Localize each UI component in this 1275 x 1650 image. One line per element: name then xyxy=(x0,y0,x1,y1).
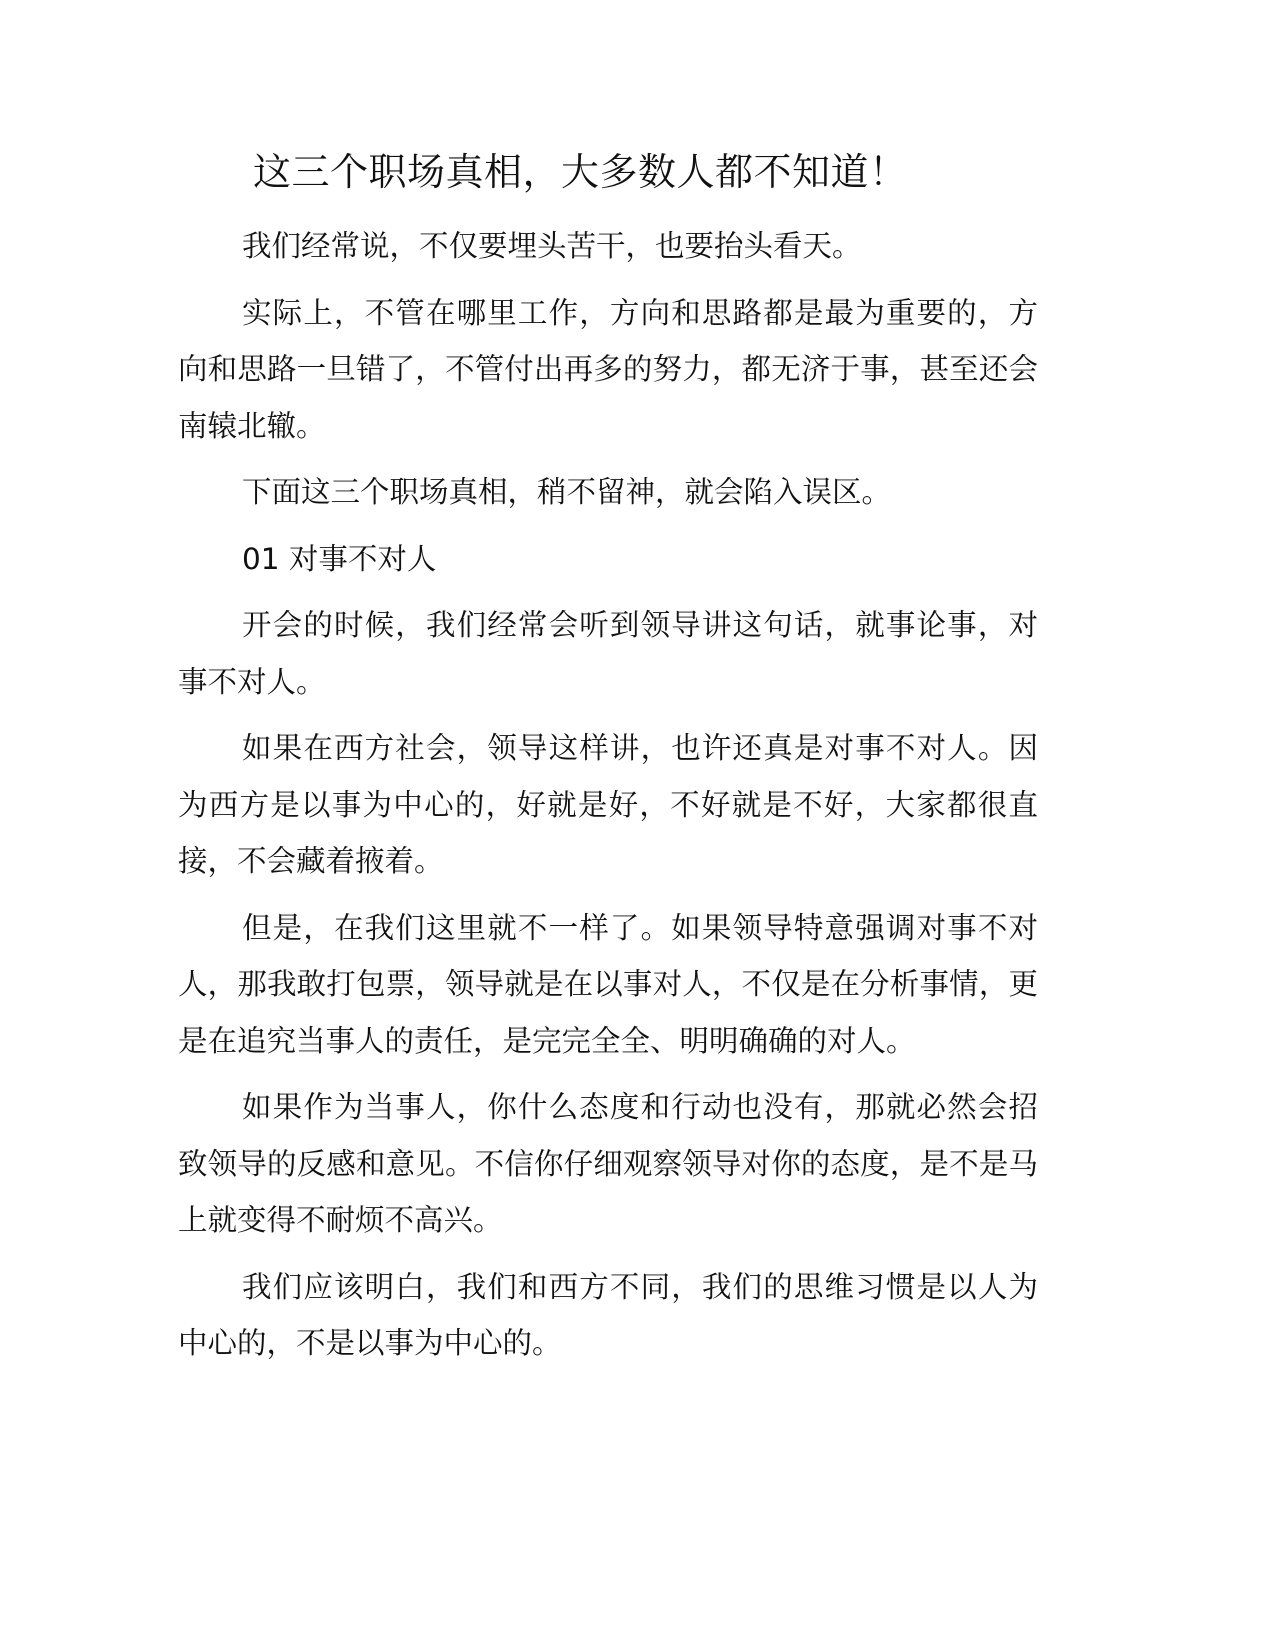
paragraph-8: 我们应该明白，我们和西方不同，我们的思维习惯是以人为中心的，不是以事为中心的。 xyxy=(178,1269,1038,1360)
paragraph-1: 我们经常说，不仅要埋头苦干，也要抬头看天。 xyxy=(242,229,862,263)
paragraph-4: 开会的时候，我们经常会听到领导讲这句话，就事论事，对事不对人。 xyxy=(178,608,1038,699)
paragraph-2: 实际上，不管在哪里工作，方向和思路都是最为重要的，方向和思路一旦错了，不管付出再多的努力，都无济于事，甚至还会南辕北辙。 xyxy=(178,295,1038,443)
document-title: 这三个职场真相，大多数人都不知道！ xyxy=(253,150,908,194)
document-page xyxy=(178,140,1038,1382)
paragraph-7: 如果作为当事人，你什么态度和行动也没有，那就必然会招致领导的反感和意见。不信你仔细观察领导对你的态度，是不是马上就变得不耐烦不高兴。 xyxy=(178,1090,1038,1237)
paragraph-6: 但是，在我们这里就不一样了。如果领导特意强调对事不对人，那我敢打包票，领导就是在以事对人，不仅是在分析事情，更是在追究当事人的责任，是完完全全、明明确确的对人。 xyxy=(178,910,1038,1058)
section-heading-01: 01 对事不对人 xyxy=(242,541,437,576)
paragraph-3: 下面这三个职场真相，稍不留神，就会陷入误区。 xyxy=(242,475,892,509)
paragraph-5: 如果在西方社会，领导这样讲，也许还真是对事不对人。因为西方是以事为中心的，好就是好，不好就是不好，大家都很直接，不会藏着掖着。 xyxy=(178,731,1038,878)
